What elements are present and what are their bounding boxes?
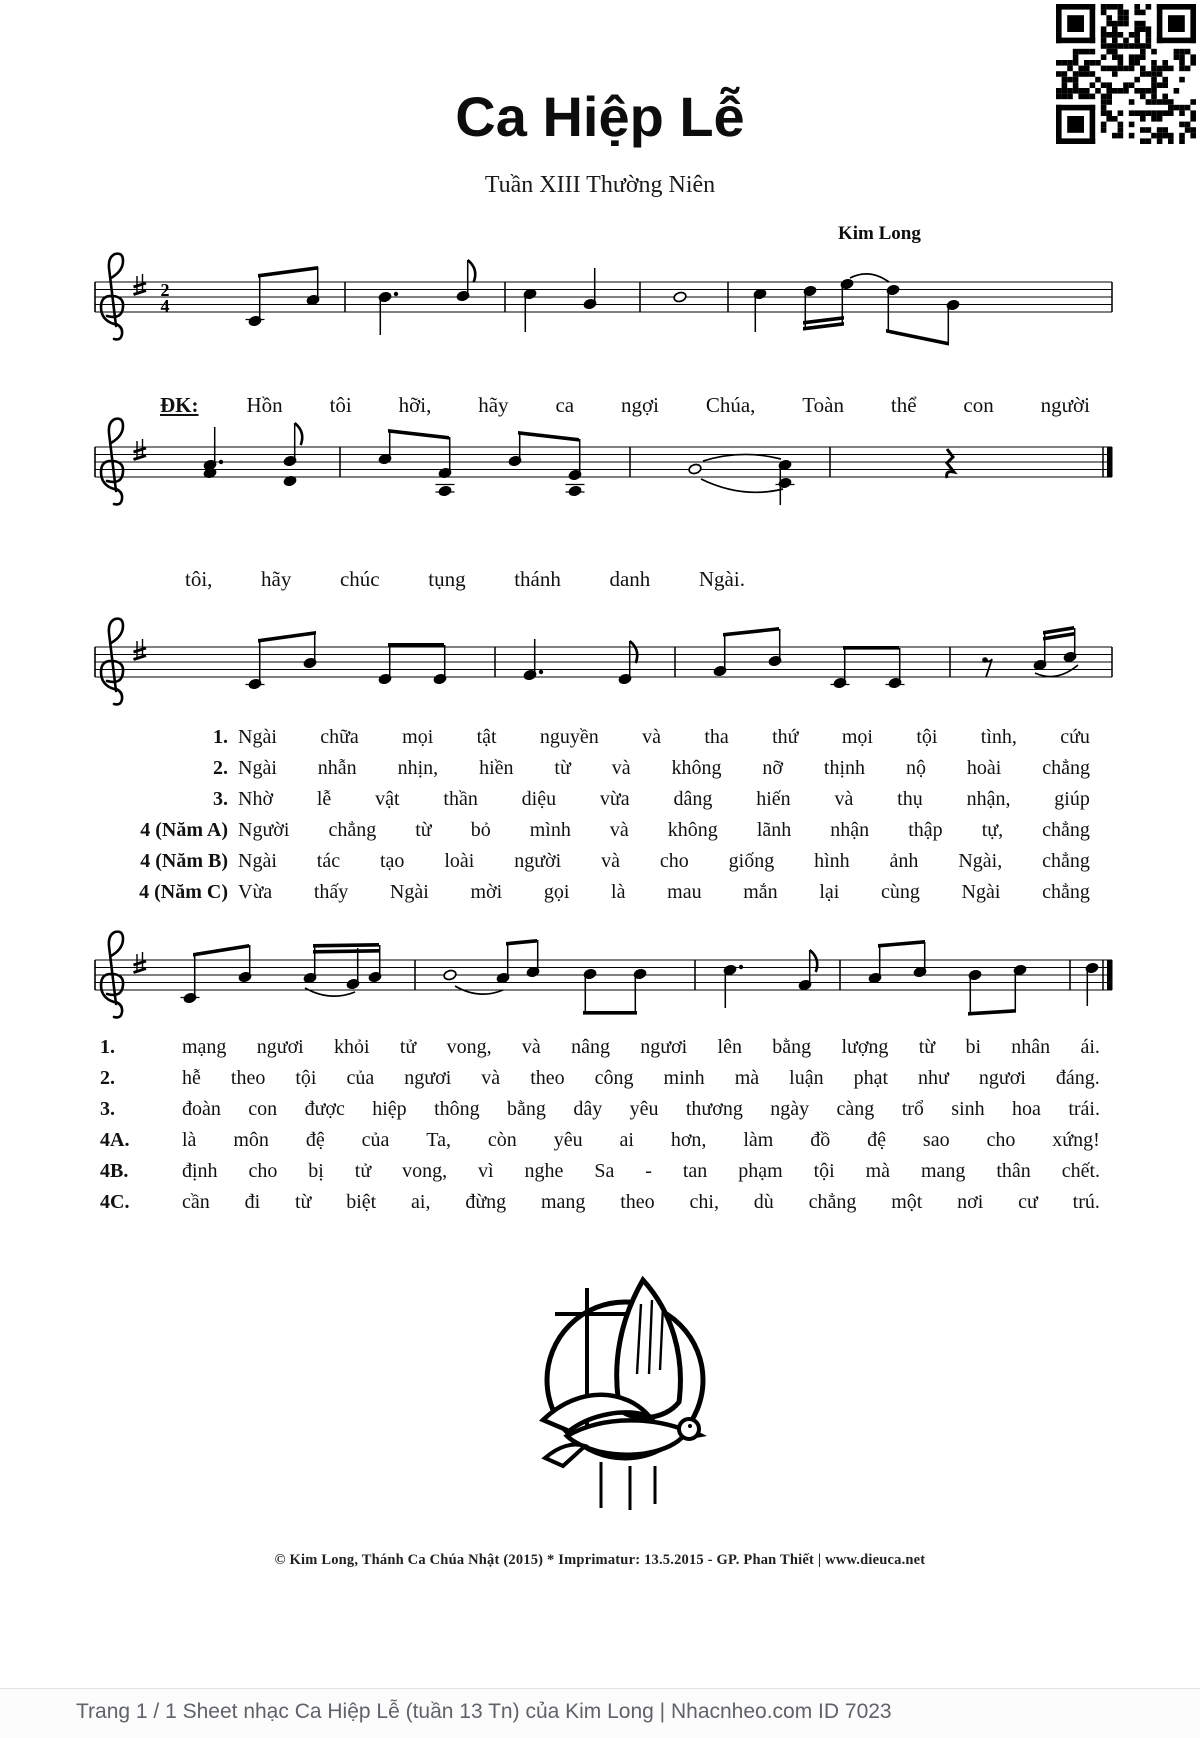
lyric-word: hơn, — [670, 1129, 707, 1151]
lyric-words — [182, 1187, 1100, 1218]
lyric-word: nhân — [1011, 1036, 1051, 1058]
lyric-word: Ngài. — [698, 567, 745, 591]
lyric-word: Người — [238, 819, 290, 841]
lyric-word: thể — [890, 393, 917, 417]
lyric-word: thân — [996, 1160, 1031, 1182]
lyric-label: 4A. — [100, 1129, 130, 1151]
lyric-word: gọi — [543, 881, 570, 903]
lyric-line — [100, 846, 1090, 877]
lyric-line — [100, 877, 1090, 908]
lyric-word: hoài — [966, 757, 1002, 779]
lyric-label: 3. — [213, 788, 228, 810]
lyric-word: nhịn, — [397, 757, 439, 779]
lyric-word: mắn — [743, 881, 778, 903]
lyric-word: mạng — [182, 1036, 227, 1058]
lyric-line — [100, 1156, 1100, 1187]
lyric-word: trái. — [1068, 1098, 1100, 1120]
lyric-word: Toàn — [802, 393, 844, 417]
lyric-word: dâng — [673, 788, 713, 810]
lyric-word: loài — [444, 850, 475, 872]
lyric-words — [182, 1063, 1100, 1094]
lyric-word: mọi — [402, 726, 434, 748]
refrain-line-2 — [185, 564, 745, 595]
lyric-word: bằng — [507, 1098, 546, 1120]
lyric-word: và — [601, 850, 620, 872]
lyric-word: Ta, — [426, 1129, 451, 1151]
lyric-word: tật — [476, 726, 497, 748]
copyright-line: © Kim Long, Thánh Ca Chúa Nhật (2015) * Imprimatur: 13.5.2015 - GP. Phan Thiết | www.dieuca.net — [274, 1552, 926, 1568]
lyric-word: vì — [478, 1160, 494, 1182]
lyric-word: tôi, — [185, 567, 213, 591]
lyric-word: theo — [230, 1067, 266, 1089]
lyric-word: và — [834, 788, 854, 810]
lyric-words — [182, 1094, 1100, 1125]
lyric-word: thông — [434, 1098, 480, 1120]
lyric-word: vong, — [446, 1036, 492, 1058]
lyric-words — [238, 815, 1090, 846]
lyric-word: hễ — [182, 1067, 201, 1089]
lyric-word: tạo — [379, 850, 405, 872]
lyric-word: nghe — [524, 1160, 564, 1182]
lyric-word: và — [642, 726, 662, 748]
lyric-word: con — [963, 393, 994, 417]
lyric-word: con — [248, 1098, 278, 1120]
lyric-word: nhận — [830, 819, 870, 841]
lyric-word: lễ — [316, 788, 332, 810]
lyric-word: thập — [908, 819, 943, 841]
lyric-word: chẳng — [1042, 819, 1090, 841]
lyric-word: vừa — [599, 788, 630, 810]
lyric-word: lên — [717, 1036, 742, 1058]
lyric-word: của — [346, 1067, 375, 1089]
lyric-words — [238, 722, 1090, 753]
lyric-word: tan — [682, 1160, 708, 1182]
lyric-word: bỏ — [470, 819, 491, 841]
lyric-word: tha — [704, 726, 729, 748]
lyric-word: sao — [922, 1129, 950, 1151]
lyric-word: tự, — [981, 819, 1004, 841]
lyric-word: người — [514, 850, 562, 872]
lyric-word: ngày — [770, 1098, 810, 1120]
lyric-label: 4 (Năm C) — [139, 881, 228, 903]
lyric-words — [238, 784, 1090, 815]
lyric-word: Ngài — [238, 726, 277, 748]
lyric-word: Chúa, — [705, 393, 756, 417]
lyric-word: diệu — [521, 788, 557, 810]
lyric-word: công — [594, 1067, 634, 1089]
lyric-words — [238, 846, 1090, 877]
lyric-word: giống — [728, 850, 775, 872]
lyric-word: chẳng — [1042, 757, 1090, 779]
lyric-word: Ngài — [961, 881, 1001, 903]
lyric-word: và — [481, 1067, 501, 1089]
lyric-word: ngươi — [978, 1067, 1026, 1089]
lyric-word: thứ — [772, 726, 799, 748]
lyric-word: bị — [308, 1160, 324, 1182]
lyric-word: luận — [789, 1067, 824, 1089]
lyric-word: tôi — [329, 393, 352, 417]
lyric-word: hình — [814, 850, 850, 872]
lyric-word: tụng — [428, 567, 466, 591]
svg-text:2: 2 — [160, 280, 170, 300]
lyric-word: chẳng — [1042, 881, 1090, 903]
lyric-word: như — [918, 1067, 949, 1089]
lyric-word: hãy — [261, 567, 292, 591]
viewer-footer-bar — [0, 1688, 1200, 1738]
lyric-word: ngươi — [404, 1067, 452, 1089]
lyric-word: tác — [316, 850, 341, 872]
lyric-line — [100, 1094, 1100, 1125]
lyric-line — [185, 564, 745, 595]
lyric-word: cho — [659, 850, 689, 872]
lyric-word: hiền — [479, 757, 514, 779]
lyric-word: và — [611, 757, 631, 779]
lyric-word: ngợi — [620, 393, 659, 417]
lyric-word: ảnh — [889, 850, 919, 872]
lyric-word: ca — [555, 393, 575, 417]
lyric-word: mang — [920, 1160, 966, 1182]
lyric-word: Hồn — [246, 393, 283, 417]
lyric-word: mà — [734, 1067, 760, 1089]
lyric-word: giúp — [1054, 788, 1090, 810]
lyric-word: từ — [554, 757, 571, 779]
lyric-word: nhẫn — [317, 757, 357, 779]
lyric-word: lượng — [841, 1036, 889, 1058]
verse-lines-part2 — [100, 1032, 1100, 1218]
lyric-word: dây — [573, 1098, 603, 1120]
lyric-word: Ngài — [238, 850, 277, 872]
verse-lines-part1 — [100, 722, 1090, 908]
lyric-label: 2. — [100, 1067, 115, 1089]
lyric-word: danh — [609, 567, 651, 591]
lyric-word: đoàn — [182, 1098, 221, 1120]
lyric-word: cho — [248, 1160, 278, 1182]
lyric-line — [100, 1032, 1100, 1063]
lyric-word: tội — [916, 726, 938, 748]
lyric-word: nỡ — [762, 757, 783, 779]
music-staff-3 — [85, 615, 1125, 725]
lyric-words — [182, 1032, 1100, 1063]
footer-page-info: Trang 1 / 1 Sheet nhạc Ca Hiệp Lễ (tuần 13 Tn) của Kim Long | Nhacnheo.com ID 7023 — [76, 1700, 892, 1723]
lyric-word: thánh — [514, 567, 561, 591]
lyric-label: 4 (Năm A) — [140, 819, 228, 841]
lyric-word: nguyền — [539, 726, 599, 748]
lyric-word: vật — [375, 788, 400, 810]
lyric-word: bi — [965, 1036, 981, 1058]
lyric-word: xứng! — [1052, 1129, 1100, 1151]
svg-text:4: 4 — [160, 296, 170, 316]
lyric-word: mà — [865, 1160, 891, 1182]
lyric-word: là — [182, 1129, 197, 1151]
lyric-word: mang — [540, 1191, 586, 1213]
music-staff-2 — [85, 415, 1125, 525]
lyric-word: thấy — [313, 881, 349, 903]
lyric-word: mời — [470, 881, 503, 903]
lyric-label: 2. — [213, 757, 228, 779]
lyric-word: trú. — [1072, 1191, 1100, 1213]
lyric-word: một — [891, 1191, 923, 1213]
lyric-word: cứu — [1060, 726, 1090, 748]
lyric-word: thương — [685, 1098, 743, 1120]
lyric-label: 4C. — [100, 1191, 130, 1213]
lyric-word: đệ — [867, 1129, 887, 1151]
lyric-word: nâng — [571, 1036, 610, 1058]
lyric-word: chúc — [339, 567, 380, 591]
lyric-word: dù — [753, 1191, 774, 1213]
lyric-label: 4 (Năm B) — [140, 850, 228, 872]
lyric-word: đệ — [305, 1129, 325, 1151]
lyric-word: đi — [244, 1191, 261, 1213]
lyric-word: được — [304, 1098, 345, 1120]
lyric-word: nộ — [905, 757, 926, 779]
lyric-word: hiến — [756, 788, 791, 810]
lyric-word: chữa — [320, 726, 359, 748]
lyric-word: minh — [663, 1067, 705, 1089]
lyric-word: Ngài — [389, 881, 429, 903]
praying-hands-dove-cross-icon — [525, 1268, 725, 1513]
lyric-words — [238, 877, 1090, 908]
lyric-word: nơi — [957, 1191, 984, 1213]
lyric-word: theo — [620, 1191, 655, 1213]
lyric-words — [185, 564, 745, 595]
lyric-word: cùng — [880, 881, 920, 903]
lyric-word: ái. — [1080, 1036, 1100, 1058]
lyric-words — [238, 753, 1090, 784]
music-staff-1 — [85, 250, 1125, 360]
lyric-word: mình — [529, 819, 571, 841]
lyric-word: thụ — [897, 788, 923, 810]
lyric-word: tử — [354, 1160, 372, 1182]
lyric-word: hãy — [478, 393, 509, 417]
lyric-word: ngươi — [640, 1036, 688, 1058]
lyric-word: - — [645, 1160, 652, 1182]
lyric-word: yêu — [629, 1098, 659, 1120]
lyric-word: phạt — [853, 1067, 889, 1089]
lyric-word: là — [611, 881, 626, 903]
lyric-word: hiệp — [372, 1098, 407, 1120]
lyric-word: hỡi, — [398, 393, 432, 417]
lyric-words — [182, 1125, 1100, 1156]
composer-name: Kim Long — [838, 223, 921, 244]
page-subtitle: Tuần XIII Thường Niên — [484, 172, 716, 198]
lyric-label: ĐK: — [160, 393, 199, 417]
lyric-line — [100, 815, 1090, 846]
lyric-line — [100, 1063, 1100, 1094]
lyric-word: Ngài, — [958, 850, 1003, 872]
lyric-word: tử — [399, 1036, 417, 1058]
lyric-word: ai, — [411, 1191, 431, 1213]
lyric-word: chẳng — [328, 819, 377, 841]
lyric-word: thịnh — [823, 757, 866, 779]
lyric-word: mau — [667, 881, 702, 903]
lyric-word: không — [667, 819, 718, 841]
lyric-word: vong, — [402, 1160, 448, 1182]
lyric-word: chết. — [1061, 1160, 1100, 1182]
lyric-word: bằng — [772, 1036, 812, 1058]
lyric-word: định — [182, 1160, 218, 1182]
lyric-word: tội — [813, 1160, 835, 1182]
lyric-word: lại — [819, 881, 840, 903]
lyric-line — [100, 1125, 1100, 1156]
lyric-word: biệt — [346, 1191, 377, 1213]
lyric-word: khỏi — [334, 1036, 370, 1058]
lyric-label: 1. — [213, 726, 228, 748]
lyric-label: 1. — [100, 1036, 115, 1058]
lyric-word: ngươi — [256, 1036, 304, 1058]
lyric-word: yêu — [553, 1129, 583, 1151]
lyric-word: môn — [233, 1129, 269, 1151]
lyric-words — [182, 1156, 1100, 1187]
lyric-word: cần — [182, 1191, 210, 1213]
music-staff-4 — [85, 928, 1125, 1038]
lyric-word: làm — [743, 1129, 774, 1151]
lyric-word: Nhờ — [238, 788, 274, 810]
lyric-word: từ — [918, 1036, 936, 1058]
lyric-word: Vừa — [238, 881, 273, 903]
lyric-word: và — [521, 1036, 541, 1058]
lyric-word: phạm — [738, 1160, 783, 1182]
lyric-word: đừng — [465, 1191, 507, 1213]
lyric-word: và — [609, 819, 629, 841]
lyric-word: Sa — [594, 1160, 615, 1182]
lyric-word: tội — [295, 1067, 317, 1089]
lyric-word: nhận, — [966, 788, 1011, 810]
lyric-word: chẳng — [808, 1191, 857, 1213]
lyric-word: đáng. — [1055, 1067, 1100, 1089]
lyric-word: từ — [294, 1191, 312, 1213]
lyric-line — [100, 753, 1090, 784]
lyric-line — [100, 1187, 1100, 1218]
lyric-word: cho — [986, 1129, 1016, 1151]
lyric-word: cư — [1018, 1191, 1038, 1213]
lyric-word: mọi — [841, 726, 873, 748]
lyric-line — [100, 722, 1090, 753]
lyric-word: không — [671, 757, 722, 779]
lyric-word: càng — [836, 1098, 875, 1120]
lyric-line — [100, 784, 1090, 815]
lyric-word: từ — [415, 819, 432, 841]
lyric-word: trổ — [901, 1098, 924, 1120]
lyric-word: đồ — [810, 1129, 831, 1151]
lyric-word: hoa — [1012, 1098, 1041, 1120]
lyric-label: 4B. — [100, 1160, 129, 1182]
lyric-word: chi, — [689, 1191, 719, 1213]
page-title: Ca Hiệp Lễ — [455, 85, 745, 148]
lyric-word: chẳng — [1042, 850, 1090, 872]
lyric-word: người — [1040, 393, 1090, 417]
lyric-word: còn — [487, 1129, 517, 1151]
lyric-word: sinh — [951, 1098, 985, 1120]
lyric-word: thần — [443, 788, 478, 810]
lyric-word: tình, — [980, 726, 1017, 748]
lyric-word: Ngài — [238, 757, 277, 779]
lyric-word: theo — [530, 1067, 565, 1089]
lyric-word: lãnh — [756, 819, 792, 841]
lyric-label: 3. — [100, 1098, 115, 1120]
lyric-word: của — [361, 1129, 390, 1151]
lyric-word: ai — [619, 1129, 634, 1151]
